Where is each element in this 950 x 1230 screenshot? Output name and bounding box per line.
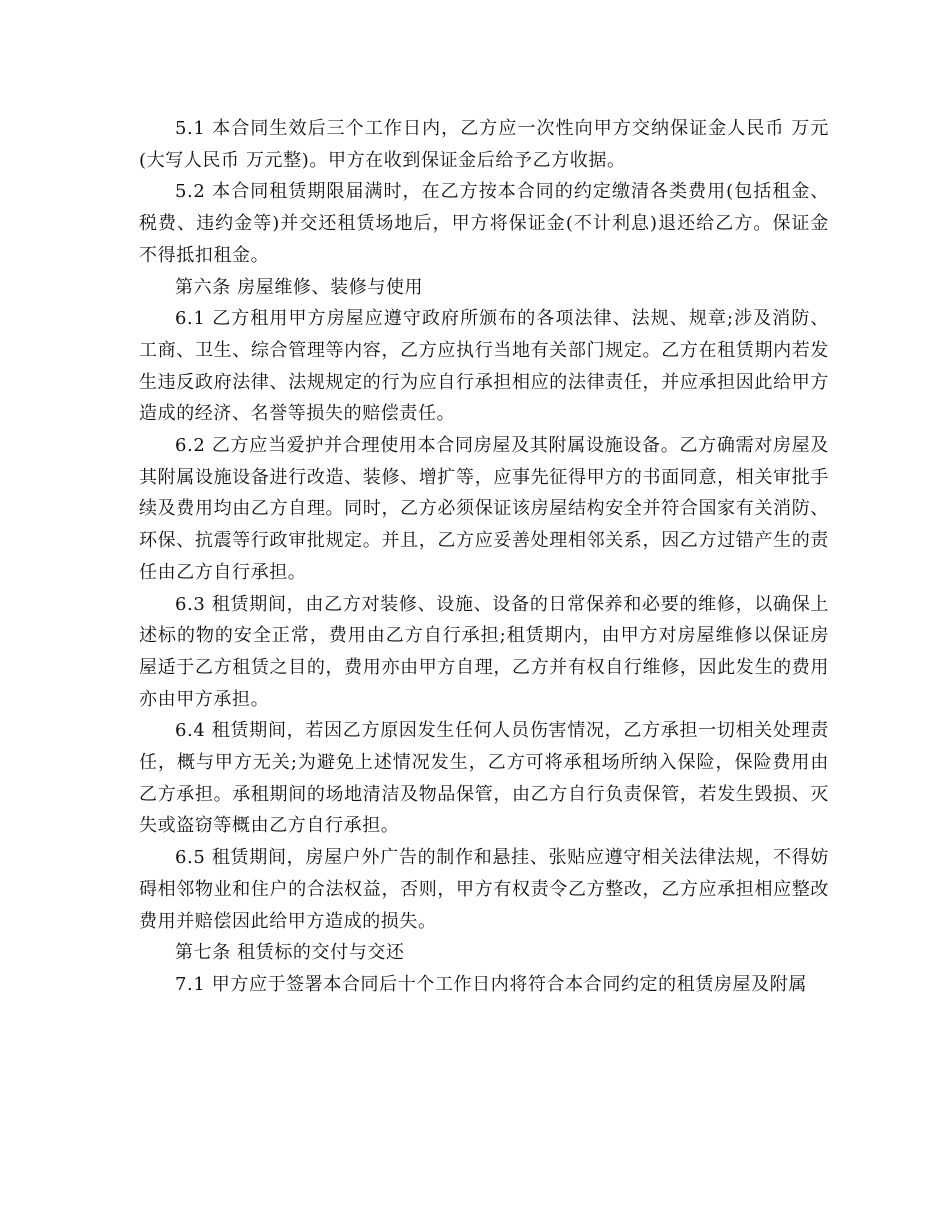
clause-6-4: 6.4 租赁期间，若因乙方原因发生任何人员伤害情况，乙方承担一切相关处理责任，概与甲方无关;为避免上述情况发生，乙方可将承租场所纳入保险，保险费用由乙方承担。承租期间的场地清洁及物品保管，由乙方自行负责保管，若发生毁损、灭失或盗窃等概由乙方自行承担。: [139, 720, 829, 837]
clause-6-3: 6.3 租赁期间，由乙方对装修、设施、设备的日常保养和必要的维修，以确保上述标的物的安全正常，费用由乙方自行承担;租赁期内，由甲方对房屋维修以保证房屋适于乙方租赁之目的，费用亦由甲方自理，乙方并有权自行维修，因此发生的费用亦由甲方承担。: [139, 593, 829, 710]
article-7-heading: 第七条 租赁标的交付与交还: [175, 942, 405, 964]
clause-6-1: 6.1 乙方租用甲方房屋应遵守政府所颁布的各项法律、法规、规章;涉及消防、工商、卫生、综合管理等内容，乙方应执行当地有关部门规定。乙方在租赁期内若发生违反政府法律、法规规定的行为应自行承担相应的法律责任，并应承担因此给甲方造成的经济、名誉等损失的赔偿责任。: [139, 308, 829, 425]
clause-6-2: 6.2 乙方应当爱护并合理使用本合同房屋及其附属设施设备。乙方确需对房屋及其附属设施设备进行改造、装修、增扩等，应事先征得甲方的书面同意，相关审批手续及费用均由乙方自理。同时，乙方必须保证该房屋结构安全并符合国家有关消防、环保、抗震等行政审批规定。并且，乙方应妥善处理相邻关系，因乙方过错产生的责任由乙方自行承担。: [139, 435, 829, 583]
clause-7-1: 7.1 甲方应于签署本合同后十个工作日内将符合本合同约定的租赁房屋及附属: [175, 973, 807, 995]
clause-6-5: 6.5 租赁期间，房屋户外广告的制作和悬挂、张贴应遵守相关法律法规，不得妨碍相邻物业和住户的合法权益，否则，甲方有权责令乙方整改，乙方应承担相应整改费用并赔偿因此给甲方造成的损失。: [139, 847, 829, 932]
clause-5-1: 5.1 本合同生效后三个工作日内，乙方应一次性向甲方交纳保证金人民币 万元(大写人民币 万元整)。甲方在收到保证金后给予乙方收据。: [139, 118, 829, 171]
clause-5-2: 5.2 本合同租赁期限届满时，在乙方按本合同的约定缴清各类费用(包括租金、税费、违约金等)并交还租赁场地后，甲方将保证金(不计利息)退还给乙方。保证金不得抵扣租金。: [139, 181, 829, 266]
document-body: [139, 113, 829, 1001]
article-6-heading: 第六条 房屋维修、装修与使用: [175, 276, 424, 298]
